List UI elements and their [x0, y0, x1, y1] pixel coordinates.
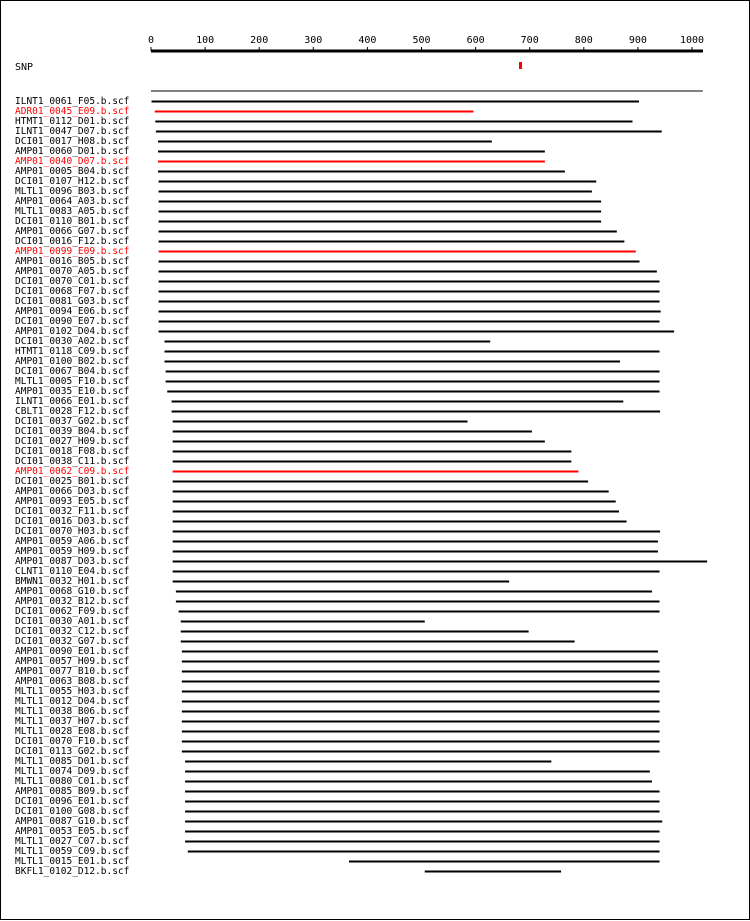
read-name[interactable]: CLNT1_0110_E04.b.scf [15, 566, 130, 577]
read-name[interactable]: AMP01_0035_E10.b.scf [15, 386, 130, 397]
read-name[interactable]: DCI01_0030_A01.b.scf [15, 616, 130, 627]
read-name[interactable]: DCI01_0017_H08.b.scf [15, 136, 130, 147]
axis-tick-label: 400 [358, 35, 377, 46]
read-name[interactable]: AMP01_0070_A05.b.scf [15, 266, 130, 277]
read-name[interactable]: HTMT1_0112_D01.b.scf [15, 116, 130, 127]
read-name[interactable]: AMP01_0062_C09.b.scf [15, 466, 130, 477]
read-name[interactable]: AMP01_0102_D04.b.scf [15, 326, 130, 337]
read-list [15, 96, 707, 877]
read-name[interactable]: DCI01_0107_H12.b.scf [15, 176, 130, 187]
read-name[interactable]: DCI01_0096_E01.b.scf [15, 796, 130, 807]
read-name[interactable]: DCI01_0100_G08.b.scf [15, 806, 130, 817]
read-name[interactable]: ADR01_0045_E09.b.scf [15, 106, 130, 117]
read-name[interactable]: ILNT1_0047_D07.b.scf [15, 126, 130, 137]
read-name[interactable]: AMP01_0068_G10.b.scf [15, 586, 130, 597]
read-name[interactable]: AMP01_0085_B09.b.scf [15, 786, 130, 797]
read-name[interactable]: AMP01_0093_E05.b.scf [15, 496, 130, 507]
read-name[interactable]: MLTL1_0096_B03.b.scf [15, 186, 130, 197]
read-name[interactable]: DCI01_0067_B04.b.scf [15, 366, 130, 377]
snp-marker [519, 62, 522, 69]
read-name[interactable]: AMP01_0063_B08.b.scf [15, 676, 130, 687]
position-axis [148, 35, 704, 51]
read-name[interactable]: AMP01_0094_E06.b.scf [15, 306, 130, 317]
read-name[interactable]: BMWN1_0032_H01.b.scf [15, 576, 130, 587]
read-name[interactable]: DCI01_0062_F09.b.scf [15, 606, 130, 617]
read-name[interactable]: AMP01_0059_A06.b.scf [15, 536, 130, 547]
read-name[interactable]: DCI01_0038_C11.b.scf [15, 456, 130, 467]
read-name[interactable]: AMP01_0060_D01.b.scf [15, 146, 130, 157]
read-name[interactable]: DCI01_0030_A02.b.scf [15, 336, 130, 347]
snp-track [519, 62, 522, 69]
read-name[interactable]: AMP01_0087_D03.b.scf [15, 556, 130, 567]
read-name[interactable]: DCI01_0039_B04.b.scf [15, 426, 130, 437]
axis-tick-label: 1000 [679, 35, 705, 46]
read-name[interactable]: DCI01_0032_G07.b.scf [15, 636, 130, 647]
axis-tick-label: 500 [412, 35, 431, 46]
read-alignment-plot [1, 1, 750, 921]
read-name[interactable]: AMP01_0066_G07.b.scf [15, 226, 130, 237]
read-name[interactable]: DCI01_0081_G03.b.scf [15, 296, 130, 307]
read-name[interactable]: MLTL1_0028_E08.b.scf [15, 726, 130, 737]
read-name[interactable]: AMP01_0090_E01.b.scf [15, 646, 130, 657]
read-name[interactable]: AMP01_0057_H09.b.scf [15, 656, 130, 667]
read-name[interactable]: DCI01_0016_D03.b.scf [15, 516, 130, 527]
read-name[interactable]: HTMT1_0118_C09.b.scf [15, 346, 130, 357]
read-row [15, 866, 561, 877]
read-name[interactable]: BKFL1_0102_D12.b.scf [15, 866, 130, 877]
read-name[interactable]: AMP01_0053_E05.b.scf [15, 826, 130, 837]
read-name[interactable]: MLTL1_0085_D01.b.scf [15, 756, 130, 767]
read-name[interactable]: DCI01_0027_H09.b.scf [15, 436, 130, 447]
read-name[interactable]: DCI01_0110_B01.b.scf [15, 216, 130, 227]
axis-tick-label: 700 [520, 35, 539, 46]
read-name[interactable]: DCI01_0070_H03.b.scf [15, 526, 130, 537]
read-name[interactable]: AMP01_0005_B04.b.scf [15, 166, 130, 177]
read-name[interactable]: AMP01_0100_B02.b.scf [15, 356, 130, 367]
read-name[interactable]: MLTL1_0083_A05.b.scf [15, 206, 130, 217]
read-name[interactable]: MLTL1_0080_C01.b.scf [15, 776, 130, 787]
read-name[interactable]: MLTL1_0055_H03.b.scf [15, 686, 130, 697]
read-name[interactable]: AMP01_0087_G10.b.scf [15, 816, 130, 827]
read-name[interactable]: AMP01_0040_D07.b.scf [15, 156, 130, 167]
axis-tick-label: 600 [466, 35, 485, 46]
read-name[interactable]: DCI01_0018_F08.b.scf [15, 446, 130, 457]
read-name[interactable]: MLTL1_0074_D09.b.scf [15, 766, 130, 777]
read-name[interactable]: DCI01_0070_F10.b.scf [15, 736, 130, 747]
read-name[interactable]: DCI01_0068_F07.b.scf [15, 286, 130, 297]
axis-tick-label: 900 [628, 35, 647, 46]
read-name[interactable]: CBLT1_0028_F12.b.scf [15, 406, 130, 417]
read-name[interactable]: AMP01_0099_E09.b.scf [15, 246, 130, 257]
read-name[interactable]: DCI01_0016_F12.b.scf [15, 236, 130, 247]
read-name[interactable]: MLTL1_0037_H07.b.scf [15, 716, 130, 727]
read-name[interactable]: DCI01_0113_G02.b.scf [15, 746, 130, 757]
axis-tick-label: 200 [250, 35, 269, 46]
read-name[interactable]: MLTL1_0027_C07.b.scf [15, 836, 130, 847]
read-name[interactable]: ILNT1_0066_E01.b.scf [15, 396, 130, 407]
read-name[interactable]: MLTL1_0059_C09.b.scf [15, 846, 130, 857]
read-name[interactable]: MLTL1_0015_E01.b.scf [15, 856, 130, 867]
read-name[interactable]: DCI01_0090_E07.b.scf [15, 316, 130, 327]
read-name[interactable]: AMP01_0032_B12.b.scf [15, 596, 130, 607]
read-name[interactable]: DCI01_0037_G02.b.scf [15, 416, 130, 427]
axis-tick-label: 0 [147, 35, 155, 46]
axis-tick-label: 300 [304, 35, 323, 46]
read-name[interactable]: AMP01_0016_B05.b.scf [15, 256, 130, 267]
axis-tick-label: 800 [574, 35, 593, 46]
read-name[interactable]: DCI01_0070_C01.b.scf [15, 276, 130, 287]
read-name[interactable]: DCI01_0032_F11.b.scf [15, 506, 130, 517]
read-name[interactable]: MLTL1_0012_D04.b.scf [15, 696, 130, 707]
read-name[interactable]: ILNT1_0061_F05.b.scf [15, 96, 130, 107]
read-name[interactable]: DCI01_0032_C12.b.scf [15, 626, 130, 637]
read-name[interactable]: AMP01_0064_A03.b.scf [15, 196, 130, 207]
read-name[interactable]: MLTL1_0038_B06.b.scf [15, 706, 130, 717]
axis-tick-label: 100 [196, 35, 215, 46]
read-name[interactable]: AMP01_0077_B10.b.scf [15, 666, 130, 677]
snp-track-label: SNP [15, 62, 34, 73]
read-name[interactable]: AMP01_0059_H09.b.scf [15, 546, 130, 557]
read-name[interactable]: AMP01_0066_D03.b.scf [15, 486, 130, 497]
read-name[interactable]: MLTL1_0005_F10.b.scf [15, 376, 130, 387]
read-name[interactable]: DCI01_0025_B01.b.scf [15, 476, 130, 487]
